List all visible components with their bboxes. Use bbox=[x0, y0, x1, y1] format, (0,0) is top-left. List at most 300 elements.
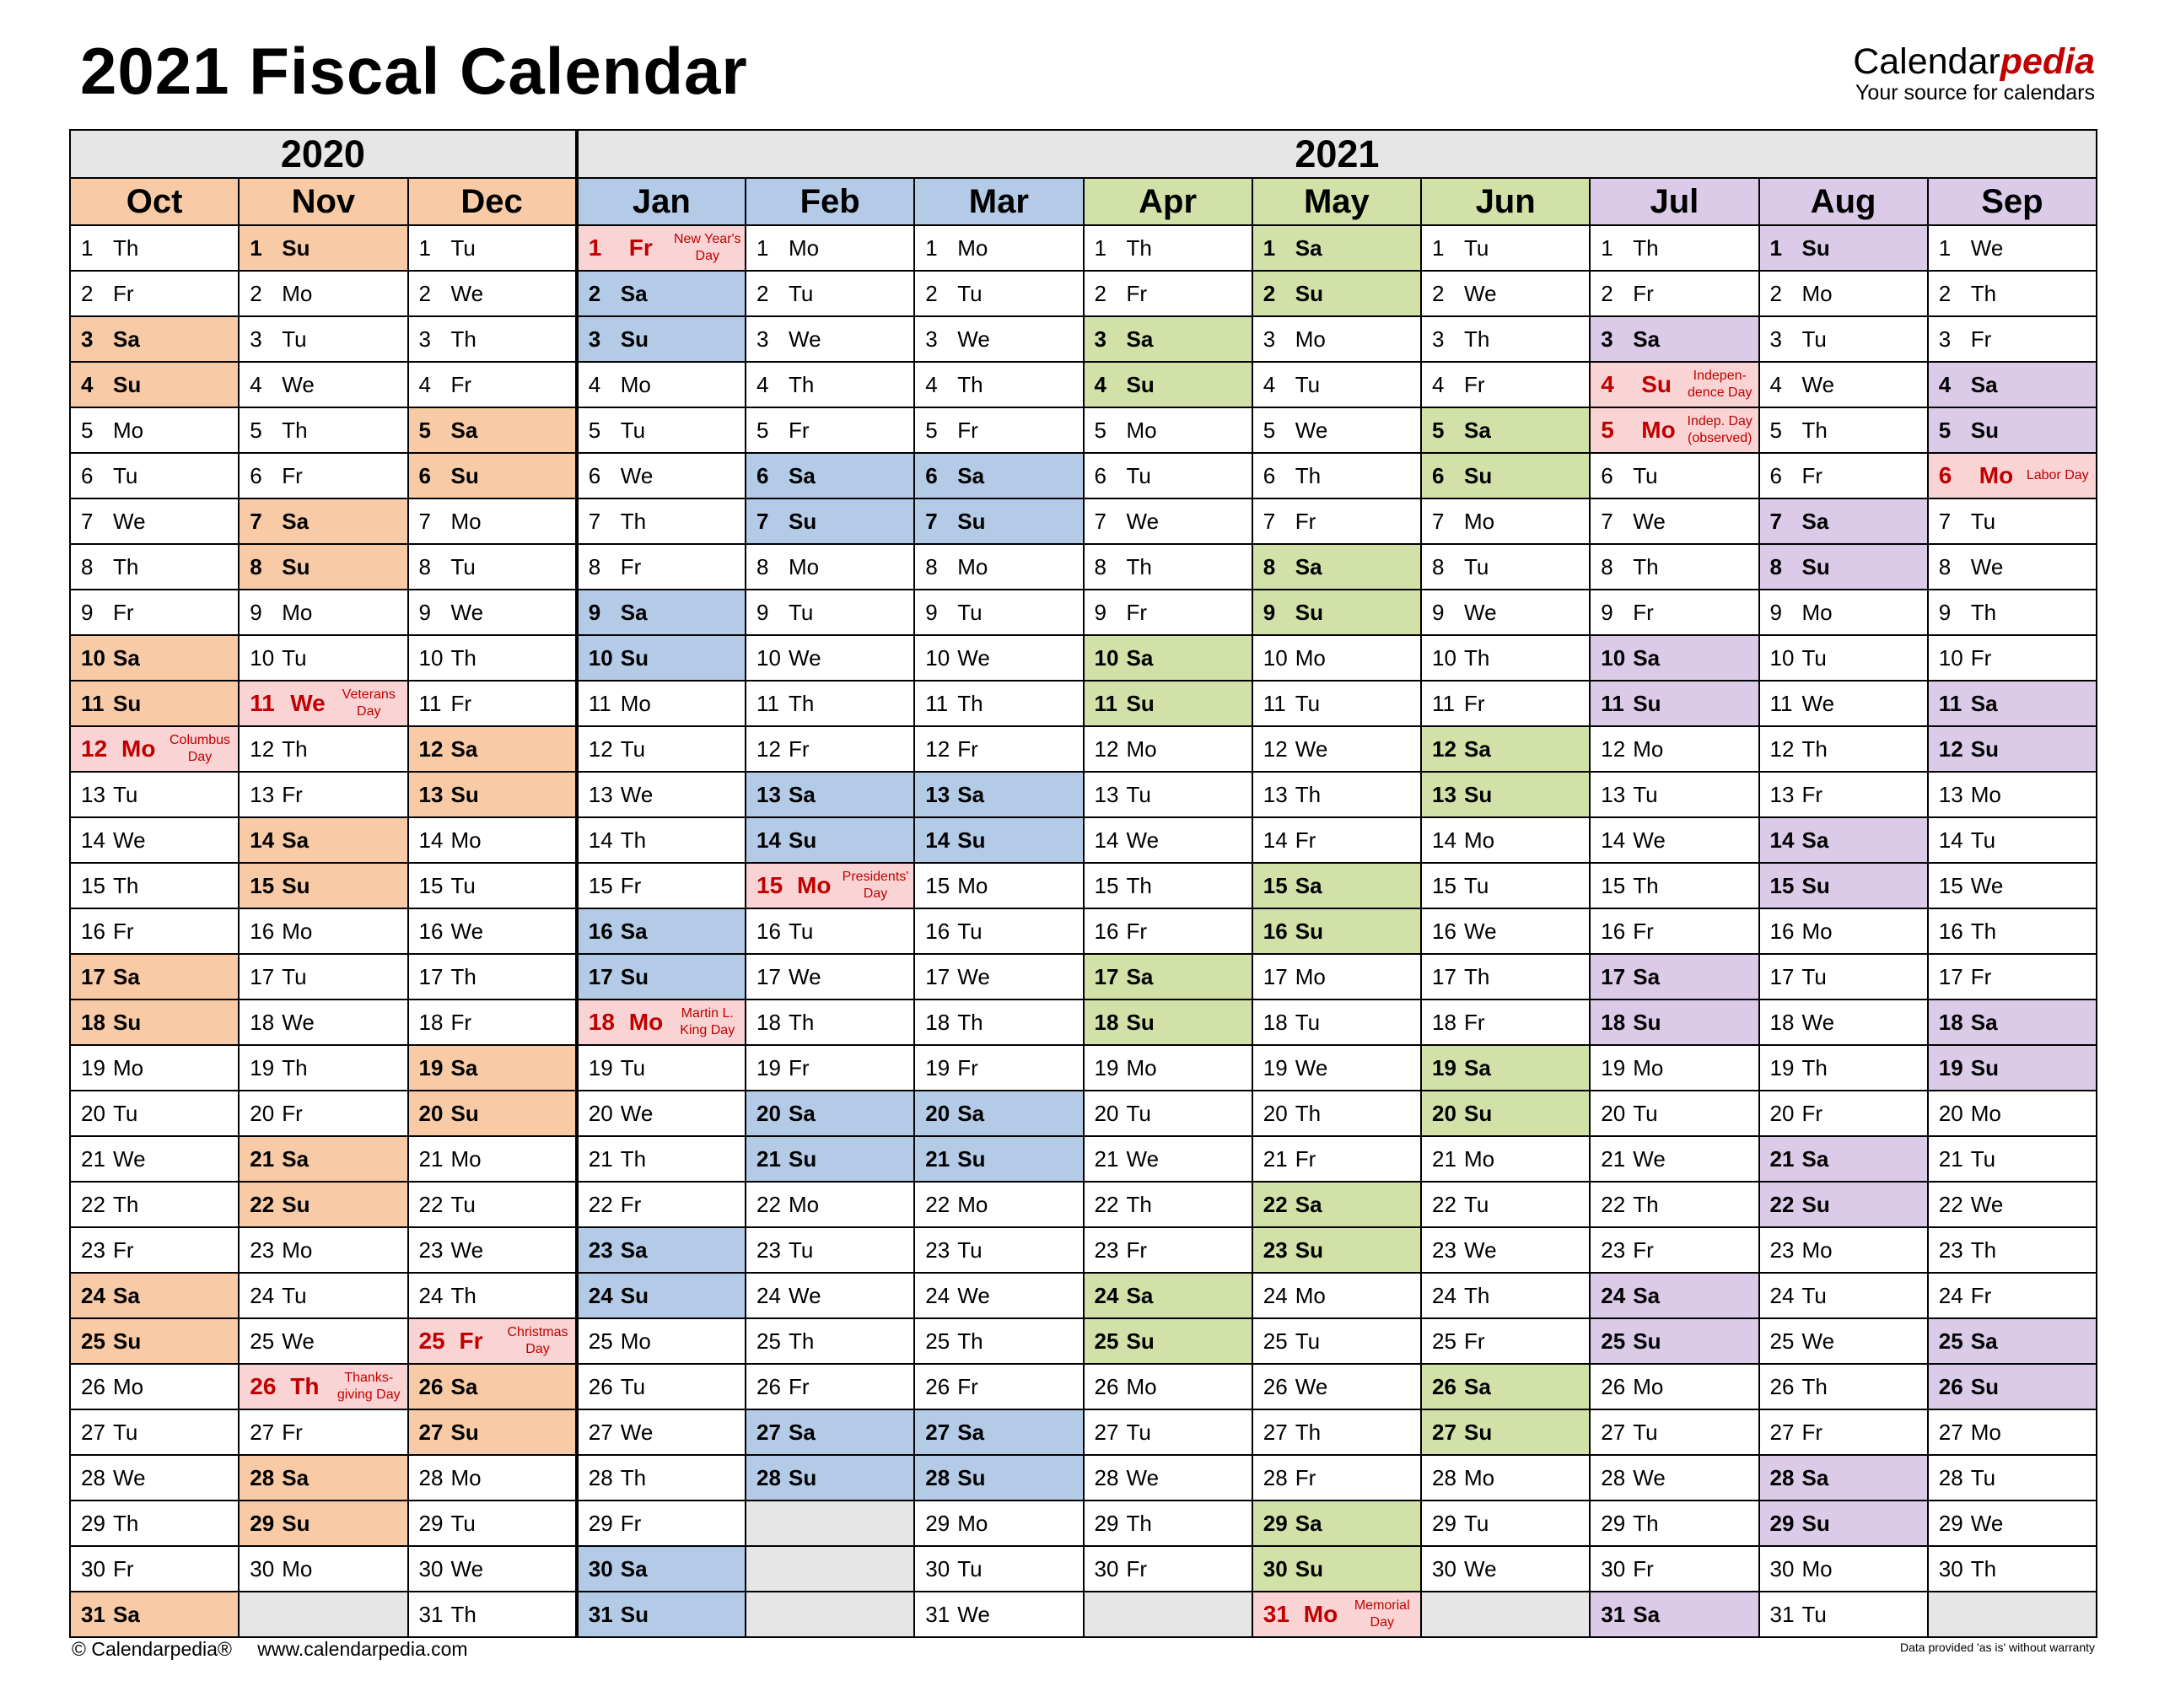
day-cell-sep-13 bbox=[1928, 772, 2097, 817]
day-cell-dec-17 bbox=[408, 954, 577, 999]
empty-cell bbox=[1084, 1592, 1252, 1637]
footer-url[interactable]: www.calendarpedia.com bbox=[257, 1638, 468, 1660]
weekday-label: Mo bbox=[113, 1373, 144, 1399]
day-cell-oct-3 bbox=[70, 316, 239, 362]
day-cell-jan-28 bbox=[577, 1455, 746, 1501]
day-cell-jan-21 bbox=[577, 1136, 746, 1182]
day-number: 9 bbox=[1094, 599, 1106, 625]
weekday-label: Mo bbox=[620, 690, 651, 716]
weekday-label: Fr bbox=[1801, 462, 1823, 488]
day-number: 27 bbox=[588, 1419, 613, 1445]
day-cell-jan-23 bbox=[577, 1227, 746, 1273]
weekday-label: Tu bbox=[1801, 1601, 1827, 1627]
weekday-label: Mo bbox=[282, 918, 313, 944]
weekday-label: Su bbox=[282, 234, 310, 261]
day-cell-may-5 bbox=[1252, 407, 1421, 453]
weekday-label: Mo bbox=[1464, 1145, 1495, 1172]
day-number: 31 bbox=[1769, 1601, 1795, 1627]
day-cell-oct-2 bbox=[70, 271, 239, 316]
day-cell-jun-12 bbox=[1421, 726, 1590, 772]
weekday-label: We bbox=[282, 1009, 315, 1035]
day-cell-mar-26 bbox=[914, 1364, 1083, 1409]
day-cell-jun-15 bbox=[1421, 863, 1590, 908]
day-number: 23 bbox=[1769, 1237, 1795, 1263]
day-number: 1 bbox=[81, 234, 94, 261]
day-cell-may-24 bbox=[1252, 1273, 1421, 1318]
weekday-label: Fr bbox=[789, 1054, 810, 1080]
footer-disclaimer: Data provided 'as is' without warranty bbox=[1899, 1641, 2095, 1654]
day-cell-oct-30 bbox=[70, 1546, 239, 1592]
day-cell-apr-23 bbox=[1084, 1227, 1252, 1273]
day-number: 4 bbox=[588, 371, 601, 397]
day-number: 18 bbox=[1094, 1009, 1119, 1035]
day-number: 22 bbox=[1938, 1191, 1963, 1217]
day-cell-mar-30 bbox=[914, 1546, 1083, 1592]
day-number: 8 bbox=[81, 553, 94, 579]
weekday-label: Su bbox=[1126, 1009, 1155, 1035]
day-cell-jun-13 bbox=[1421, 772, 1590, 817]
day-number: 29 bbox=[925, 1510, 950, 1536]
weekday-label: Th bbox=[1801, 735, 1828, 762]
weekday-label: Fr bbox=[113, 1555, 134, 1581]
day-number: 16 bbox=[1263, 918, 1288, 944]
day-cell-may-21 bbox=[1252, 1136, 1421, 1182]
day-number: 22 bbox=[81, 1191, 105, 1217]
day-number: 6 bbox=[1263, 462, 1276, 488]
day-cell-jan-19 bbox=[577, 1045, 746, 1091]
day-row bbox=[70, 1273, 2097, 1318]
day-cell-jun-22 bbox=[1421, 1182, 1590, 1227]
day-number: 10 bbox=[1769, 644, 1795, 671]
weekday-label: Th bbox=[1970, 1237, 1997, 1263]
day-cell-nov-21 bbox=[239, 1136, 407, 1182]
day-cell-sep-7 bbox=[1928, 498, 2097, 544]
weekday-label: We bbox=[113, 1464, 146, 1490]
day-cell-dec-19 bbox=[408, 1045, 577, 1091]
weekday-label: Sa bbox=[1970, 1328, 1998, 1354]
day-cell-feb-2 bbox=[746, 271, 914, 316]
weekday-label: Th bbox=[1126, 553, 1152, 579]
day-cell-mar-9 bbox=[914, 590, 1083, 635]
brand-logo[interactable] bbox=[1853, 41, 2095, 105]
day-number: 8 bbox=[1601, 553, 1613, 579]
day-cell-dec-11 bbox=[408, 681, 577, 726]
weekday-label: Th bbox=[1633, 553, 1659, 579]
day-cell-jun-2 bbox=[1421, 271, 1590, 316]
day-cell-aug-3 bbox=[1759, 316, 1928, 362]
weekday-label: We bbox=[450, 599, 484, 625]
day-cell-aug-25 bbox=[1759, 1318, 1928, 1364]
day-cell-feb-13 bbox=[746, 772, 914, 817]
holiday-name: Martin L. King Day bbox=[680, 1006, 735, 1037]
day-cell-may-7 bbox=[1252, 498, 1421, 544]
day-cell-mar-2 bbox=[914, 271, 1083, 316]
weekday-label: Fr bbox=[789, 417, 810, 443]
weekday-label: Su bbox=[1801, 553, 1830, 579]
weekday-label: We bbox=[1295, 1054, 1328, 1080]
weekday-label: Th bbox=[1801, 1054, 1828, 1080]
day-cell-feb-16 bbox=[746, 908, 914, 954]
day-row bbox=[70, 772, 2097, 817]
day-cell-jan-1 bbox=[577, 225, 746, 271]
weekday-label: We bbox=[1126, 1464, 1160, 1490]
day-cell-jan-22 bbox=[577, 1182, 746, 1227]
day-row bbox=[70, 1501, 2097, 1546]
day-cell-dec-28 bbox=[408, 1455, 577, 1501]
day-number: 10 bbox=[588, 644, 613, 671]
month-header-row bbox=[70, 178, 2097, 225]
day-cell-may-8 bbox=[1252, 544, 1421, 590]
weekday-label: Su bbox=[620, 1282, 649, 1308]
day-cell-aug-28 bbox=[1759, 1455, 1928, 1501]
day-number: 9 bbox=[1769, 599, 1782, 625]
weekday-label: Sa bbox=[957, 462, 985, 488]
weekday-label: Fr bbox=[789, 1373, 810, 1399]
weekday-label: Mo bbox=[121, 735, 156, 762]
day-number: 10 bbox=[1938, 644, 1963, 671]
weekday-label: We bbox=[290, 690, 326, 716]
weekday-label: Su bbox=[789, 508, 817, 534]
day-number: 29 bbox=[1769, 1510, 1795, 1536]
day-cell-dec-1 bbox=[408, 225, 577, 271]
day-cell-aug-13 bbox=[1759, 772, 1928, 817]
day-number: 24 bbox=[1769, 1282, 1795, 1308]
day-cell-may-20 bbox=[1252, 1091, 1421, 1136]
weekday-label: Mo bbox=[1633, 735, 1664, 762]
day-number: 26 bbox=[1432, 1373, 1456, 1399]
day-number: 20 bbox=[1263, 1100, 1288, 1126]
day-number: 6 bbox=[1769, 462, 1782, 488]
weekday-label: Mo bbox=[1801, 280, 1833, 306]
day-number: 8 bbox=[250, 553, 262, 579]
day-number: 16 bbox=[756, 918, 781, 944]
weekday-label: Tu bbox=[1464, 1510, 1489, 1536]
day-cell-aug-10 bbox=[1759, 635, 1928, 681]
day-number: 5 bbox=[418, 417, 431, 443]
day-cell-jul-3 bbox=[1590, 316, 1758, 362]
day-number: 27 bbox=[1601, 1419, 1626, 1445]
day-number: 9 bbox=[1938, 599, 1952, 625]
day-number: 14 bbox=[81, 827, 105, 853]
weekday-label: Su bbox=[282, 872, 310, 898]
day-cell-sep-2 bbox=[1928, 271, 2097, 316]
day-number: 8 bbox=[418, 553, 431, 579]
day-number: 20 bbox=[1432, 1100, 1456, 1126]
weekday-label: Sa bbox=[1295, 1510, 1322, 1536]
day-number: 19 bbox=[1769, 1054, 1795, 1080]
weekday-label: Su bbox=[450, 1100, 479, 1126]
day-cell-feb-3 bbox=[746, 316, 914, 362]
day-cell-aug-26 bbox=[1759, 1364, 1928, 1409]
day-number: 15 bbox=[1769, 872, 1795, 898]
day-number: 24 bbox=[925, 1282, 950, 1308]
weekday-label: Sa bbox=[113, 963, 140, 989]
day-cell-jan-15 bbox=[577, 863, 746, 908]
day-number: 2 bbox=[1094, 280, 1106, 306]
weekday-label: Fr bbox=[1633, 1555, 1654, 1581]
day-row bbox=[70, 817, 2097, 863]
day-number: 19 bbox=[756, 1054, 781, 1080]
day-cell-feb-18 bbox=[746, 999, 914, 1045]
day-cell-jul-30 bbox=[1590, 1546, 1758, 1592]
day-cell-apr-16 bbox=[1084, 908, 1252, 954]
day-number: 8 bbox=[1432, 553, 1445, 579]
day-number: 6 bbox=[81, 462, 94, 488]
weekday-label: Su bbox=[957, 827, 986, 853]
day-cell-feb-20 bbox=[746, 1091, 914, 1136]
weekday-label: Sa bbox=[1801, 508, 1829, 534]
day-number: 14 bbox=[418, 827, 444, 853]
day-number: 29 bbox=[1938, 1510, 1963, 1536]
day-cell-apr-25 bbox=[1084, 1318, 1252, 1364]
weekday-label: Sa bbox=[957, 1100, 985, 1126]
holiday-name: Indepen-dence Day bbox=[1688, 369, 1753, 400]
weekday-label: Th bbox=[113, 234, 139, 261]
weekday-label: Fr bbox=[459, 1328, 483, 1354]
day-number: 28 bbox=[1094, 1464, 1119, 1490]
weekday-label: Su bbox=[1801, 1191, 1830, 1217]
day-row bbox=[70, 1045, 2097, 1091]
day-number: 15 bbox=[250, 872, 275, 898]
day-cell-may-14 bbox=[1252, 817, 1421, 863]
day-number: 1 bbox=[418, 234, 431, 261]
day-number: 26 bbox=[925, 1373, 950, 1399]
day-cell-oct-27 bbox=[70, 1409, 239, 1455]
day-number: 11 bbox=[418, 690, 442, 716]
day-number: 11 bbox=[1769, 690, 1793, 716]
weekday-label: Sa bbox=[789, 1100, 816, 1126]
page-title: 2021 Fiscal Calendar bbox=[80, 34, 748, 108]
day-number: 25 bbox=[1432, 1328, 1456, 1354]
day-cell-mar-3 bbox=[914, 316, 1083, 362]
day-number: 4 bbox=[418, 371, 431, 397]
day-cell-feb-5 bbox=[746, 407, 914, 453]
weekday-label: Fr bbox=[282, 1419, 303, 1445]
weekday-label: Sa bbox=[1464, 1054, 1491, 1080]
day-number: 22 bbox=[756, 1191, 781, 1217]
weekday-label: Fr bbox=[1126, 280, 1148, 306]
day-number: 20 bbox=[250, 1100, 275, 1126]
day-number: 14 bbox=[1938, 827, 1963, 853]
day-number: 12 bbox=[418, 735, 444, 762]
day-cell-feb-7 bbox=[746, 498, 914, 544]
day-cell-jun-20 bbox=[1421, 1091, 1590, 1136]
weekday-label: Th bbox=[450, 1601, 476, 1627]
day-number: 14 bbox=[250, 827, 275, 853]
weekday-label: We bbox=[957, 326, 990, 352]
day-cell-nov-12 bbox=[239, 726, 407, 772]
day-number: 23 bbox=[1263, 1237, 1288, 1263]
day-number: 13 bbox=[588, 781, 613, 807]
day-cell-feb-8 bbox=[746, 544, 914, 590]
day-cell-nov-1 bbox=[239, 225, 407, 271]
day-number: 4 bbox=[1601, 371, 1614, 397]
weekday-label: Su bbox=[1970, 1373, 1999, 1399]
day-number: 10 bbox=[756, 644, 781, 671]
weekday-label: Sa bbox=[620, 599, 648, 625]
day-cell-jun-5 bbox=[1421, 407, 1590, 453]
weekday-label: Sa bbox=[1801, 1464, 1829, 1490]
day-number: 28 bbox=[925, 1464, 950, 1490]
weekday-label: Th bbox=[1464, 1282, 1490, 1308]
day-cell-sep-20 bbox=[1928, 1091, 2097, 1136]
day-cell-apr-17 bbox=[1084, 954, 1252, 999]
weekday-label: Mo bbox=[1126, 735, 1157, 762]
weekday-label: Tu bbox=[282, 326, 307, 352]
day-row bbox=[70, 362, 2097, 407]
weekday-label: Fr bbox=[450, 1009, 472, 1035]
weekday-label: Tu bbox=[789, 1237, 814, 1263]
weekday-label: Fr bbox=[282, 781, 303, 807]
day-cell-aug-6 bbox=[1759, 453, 1928, 498]
day-number: 23 bbox=[588, 1237, 613, 1263]
weekday-label: Mo bbox=[1970, 1100, 2001, 1126]
day-cell-jun-16 bbox=[1421, 908, 1590, 954]
day-number: 30 bbox=[250, 1555, 275, 1581]
weekday-label: Fr bbox=[1464, 690, 1485, 716]
day-number: 28 bbox=[418, 1464, 444, 1490]
weekday-label: We bbox=[1464, 918, 1497, 944]
day-cell-oct-4 bbox=[70, 362, 239, 407]
day-number: 7 bbox=[1432, 508, 1445, 534]
weekday-label: Sa bbox=[1126, 1282, 1154, 1308]
day-number: 12 bbox=[250, 735, 275, 762]
day-cell-apr-2 bbox=[1084, 271, 1252, 316]
day-cell-dec-8 bbox=[408, 544, 577, 590]
weekday-label: Fr bbox=[1970, 644, 1992, 671]
weekday-label: Tu bbox=[1801, 1282, 1827, 1308]
weekday-label: We bbox=[113, 827, 146, 853]
weekday-label: Th bbox=[113, 1191, 139, 1217]
weekday-label: We bbox=[1970, 234, 2004, 261]
weekday-label: Su bbox=[113, 371, 142, 397]
day-cell-oct-16 bbox=[70, 908, 239, 954]
day-cell-mar-16 bbox=[914, 908, 1083, 954]
weekday-label: Mo bbox=[1979, 462, 2014, 488]
day-row bbox=[70, 863, 2097, 908]
weekday-label: We bbox=[1464, 599, 1497, 625]
day-cell-may-13 bbox=[1252, 772, 1421, 817]
weekday-label: Th bbox=[957, 1009, 983, 1035]
weekday-label: Mo bbox=[1801, 1555, 1833, 1581]
day-cell-apr-28 bbox=[1084, 1455, 1252, 1501]
weekday-label: Mo bbox=[789, 553, 820, 579]
day-row bbox=[70, 498, 2097, 544]
footer-copyright: © Calendarpedia® bbox=[72, 1638, 232, 1660]
weekday-label: Th bbox=[1633, 234, 1659, 261]
day-cell-dec-25 bbox=[408, 1318, 577, 1364]
weekday-label: Sa bbox=[113, 1282, 140, 1308]
day-number: 28 bbox=[1432, 1464, 1456, 1490]
day-row bbox=[70, 908, 2097, 954]
day-number: 2 bbox=[1601, 280, 1613, 306]
day-number: 14 bbox=[1263, 827, 1288, 853]
day-cell-jan-12 bbox=[577, 726, 746, 772]
weekday-label: Su bbox=[113, 690, 142, 716]
day-number: 17 bbox=[1263, 963, 1288, 989]
day-cell-apr-5 bbox=[1084, 407, 1252, 453]
day-cell-sep-5 bbox=[1928, 407, 2097, 453]
weekday-label: Tu bbox=[1633, 781, 1658, 807]
day-number: 17 bbox=[1432, 963, 1456, 989]
day-cell-dec-18 bbox=[408, 999, 577, 1045]
day-number: 10 bbox=[1432, 644, 1456, 671]
day-number: 31 bbox=[925, 1601, 950, 1627]
day-cell-apr-22 bbox=[1084, 1182, 1252, 1227]
day-row bbox=[70, 1318, 2097, 1364]
day-cell-may-3 bbox=[1252, 316, 1421, 362]
day-number: 14 bbox=[1601, 827, 1626, 853]
day-number: 25 bbox=[418, 1328, 445, 1354]
day-number: 21 bbox=[756, 1145, 781, 1172]
weekday-label: We bbox=[789, 326, 821, 352]
day-number: 25 bbox=[250, 1328, 275, 1354]
day-number: 20 bbox=[588, 1100, 613, 1126]
day-number: 18 bbox=[1769, 1009, 1795, 1035]
day-number: 22 bbox=[1601, 1191, 1626, 1217]
day-cell-jan-7 bbox=[577, 498, 746, 544]
day-number: 28 bbox=[756, 1464, 781, 1490]
day-number: 10 bbox=[1601, 644, 1626, 671]
day-cell-nov-29 bbox=[239, 1501, 407, 1546]
weekday-label: Sa bbox=[1970, 371, 1998, 397]
day-cell-apr-15 bbox=[1084, 863, 1252, 908]
weekday-label: Mo bbox=[1126, 1054, 1157, 1080]
weekday-label: Tu bbox=[1295, 1009, 1321, 1035]
weekday-label: Fr bbox=[1633, 599, 1654, 625]
holiday-name: Christmas Day bbox=[507, 1325, 568, 1356]
day-cell-may-6 bbox=[1252, 453, 1421, 498]
day-number: 3 bbox=[925, 326, 938, 352]
day-cell-feb-12 bbox=[746, 726, 914, 772]
day-cell-may-17 bbox=[1252, 954, 1421, 999]
day-cell-nov-25 bbox=[239, 1318, 407, 1364]
weekday-label: Sa bbox=[113, 644, 140, 671]
day-cell-jan-25 bbox=[577, 1318, 746, 1364]
weekday-label: Su bbox=[113, 1328, 142, 1354]
day-cell-sep-25 bbox=[1928, 1318, 2097, 1364]
day-number: 3 bbox=[250, 326, 262, 352]
day-cell-nov-15 bbox=[239, 863, 407, 908]
day-cell-mar-29 bbox=[914, 1501, 1083, 1546]
day-cell-aug-22 bbox=[1759, 1182, 1928, 1227]
day-cell-sep-8 bbox=[1928, 544, 2097, 590]
day-number: 19 bbox=[1263, 1054, 1288, 1080]
day-cell-may-25 bbox=[1252, 1318, 1421, 1364]
day-cell-jan-20 bbox=[577, 1091, 746, 1136]
day-cell-dec-21 bbox=[408, 1136, 577, 1182]
day-number: 8 bbox=[756, 553, 769, 579]
day-number: 6 bbox=[588, 462, 601, 488]
holiday-name: Columbus Day bbox=[169, 733, 231, 764]
weekday-label: Mo bbox=[1801, 599, 1833, 625]
day-number: 4 bbox=[250, 371, 262, 397]
day-row bbox=[70, 453, 2097, 498]
day-row bbox=[70, 1592, 2097, 1637]
day-cell-nov-13 bbox=[239, 772, 407, 817]
day-number: 20 bbox=[756, 1100, 781, 1126]
day-number: 28 bbox=[1938, 1464, 1963, 1490]
day-cell-dec-7 bbox=[408, 498, 577, 544]
day-cell-dec-5 bbox=[408, 407, 577, 453]
day-cell-jan-13 bbox=[577, 772, 746, 817]
weekday-label: Th bbox=[620, 1145, 647, 1172]
weekday-label: Su bbox=[450, 781, 479, 807]
weekday-label: Mo bbox=[1633, 1373, 1664, 1399]
day-number: 9 bbox=[925, 599, 938, 625]
day-number: 19 bbox=[1094, 1054, 1119, 1080]
weekday-label: Mo bbox=[1633, 1054, 1664, 1080]
